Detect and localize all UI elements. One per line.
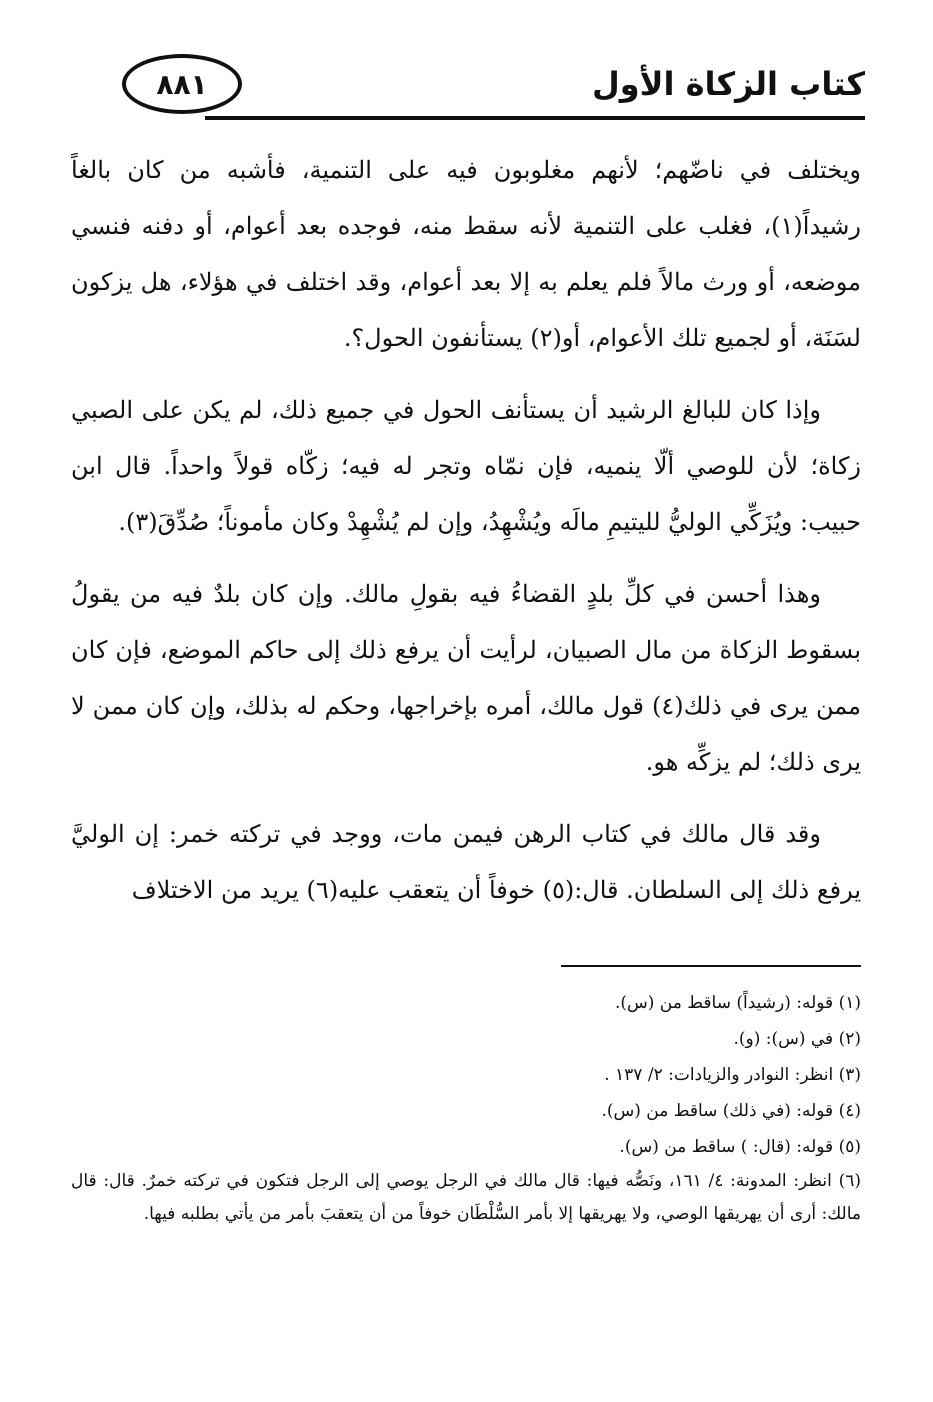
running-header: [110, 52, 865, 122]
footnote: (٤) قوله: (في ذلك) ساقط من (س).: [601, 1101, 861, 1121]
paragraph: وإذا كان للبالغ الرشيد أن يستأنف الحول في جميع ذلك، لم يكن على الصبي زكاة؛ لأن للوصي ألّا ينميه، فإن نمّاه وتجر له فيه؛ زكّاه قولاً واحداً. قال ابن حبيب: ويُزَكِّي الوليُّ لليتيمِ مالَه ويُشْهِدُ، وإن لم يُشْهِدْ وكان مأموناً؛ صُدِّقَ(٣).: [71, 396, 861, 536]
footnotes: [71, 985, 861, 1231]
footnote: (٥) قوله: (قال: ) ساقط من (س).: [619, 1137, 861, 1157]
footnote-separator: [561, 965, 861, 967]
footnote: (٦) انظر: المدونة: ٤/ ١٦١، ونَصُّه فيها: قال مالك في الرجل يوصي إلى الرجل فتكون في تركته خمرٌ. قال: قال مالك: أرى أن يهريقها الوصي، ولا يهريقها إلا بأمر السُّلْطَان خوفاً من أن يتعقبَ بأمر من يأتي بطلبه فيها.: [71, 1171, 861, 1224]
footnote: (٣) انظر: النوادر والزيادات: ٢/ ١٣٧ .: [604, 1065, 861, 1085]
paragraph: وهذا أحسن في كلِّ بلدٍ القضاءُ فيه بقولِ مالك. وإن كان بلدٌ فيه من يقولُ بسقوط الزكاة من مال الصبيان، لرأيت أن يرفع ذلك إلى حاكم الموضع، فإن كان ممن يرى في ذلك(٤) قول مالك، أمره بإخراجها، وحكم له بذلك، وإن كان ممن لا يرى ذلك؛ لم يزكِّه هو.: [71, 580, 861, 776]
footnote: (١) قوله: (رشيداً) ساقط من (س).: [614, 993, 861, 1013]
paragraph: ويختلف في ناضّهم؛ لأنهم مغلوبون فيه على التنمية، فأشبه من كان بالغاً رشيداً(١)، فغلب على التنمية لأنه سقط منه، فوجده بعد أعوام، أو دفنه فنسي موضعه، أو ورث مالاً فلم يعلم به إلا بعد أعوام، وقد اختلف في هؤلاء، هل يزكون لسَنَة، أو لجميع تلك الأعوام، أو(٢) يستأنفون الحول؟.: [71, 156, 861, 352]
chapter-title: كتاب الزكاة الأول: [592, 65, 865, 103]
page-number-badge: ٨٨١: [122, 54, 242, 114]
main-text: [71, 142, 861, 934]
footnote: (٢) في (س): (و).: [733, 1029, 861, 1049]
header-rule: [205, 116, 865, 120]
paragraph: وقد قال مالك في كتاب الرهن فيمن مات، ووجد في تركته خمر: إن الوليَّ يرفع ذلك إلى السلطان. قال:(٥) خوفاً أن يتعقب عليه(٦) يريد من الاختلاف: [71, 820, 861, 904]
